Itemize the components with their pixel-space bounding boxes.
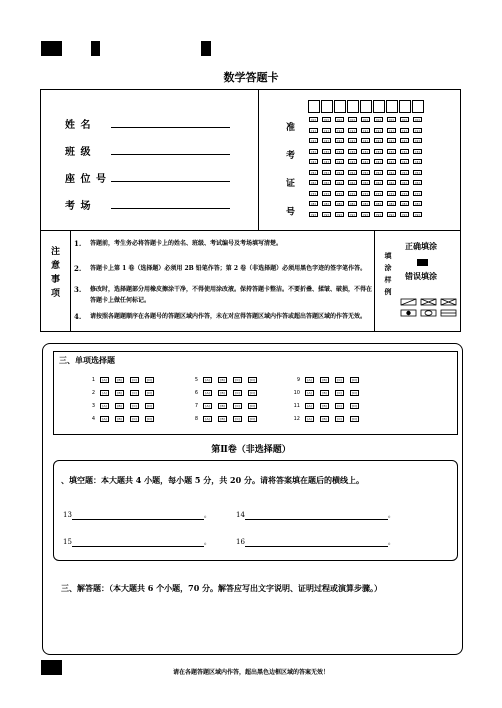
exam-digit-bubble[interactable]: [7] [309,191,318,196]
option-bubble-c[interactable]: [C] [335,403,344,409]
exam-digit-bubble[interactable]: [5] [361,170,370,175]
exam-digit-bubble[interactable]: [2] [413,138,422,143]
option-bubble-d[interactable]: [D] [248,390,257,396]
exam-digit-bubble[interactable]: [0] [322,117,331,122]
question-number: 1 [91,377,95,383]
exam-digit-bubble[interactable]: [9] [374,212,383,217]
option-bubble-d[interactable]: [D] [248,377,257,383]
option-bubble-d[interactable]: [D] [145,390,154,396]
exam-digit-box[interactable] [334,100,346,113]
exam-digit-box[interactable] [308,100,320,113]
exam-digit-bubble[interactable]: [4] [335,159,344,164]
exam-digit-bubble[interactable]: [2] [348,138,357,143]
exam-digit-bubble[interactable]: [1] [361,128,370,133]
exam-digit-bubble[interactable]: [8] [400,201,409,206]
blank-answer-14[interactable] [236,510,395,520]
exam-digit-bubble[interactable]: [9] [322,212,331,217]
exam-digit-bubble[interactable]: [6] [361,180,370,185]
blank-answer-16[interactable] [236,537,395,547]
notice-head-divider [70,230,71,332]
blank-line[interactable] [245,511,388,520]
exam-digit-bubble[interactable]: [3] [413,149,422,154]
option-bubble-a[interactable]: [A] [203,390,212,396]
option-bubble-a[interactable]: [A] [100,403,109,409]
exam-digit-bubble[interactable]: [6] [309,180,318,185]
exam-digit-bubble[interactable]: [4] [413,159,422,164]
exam-digit-bubble[interactable]: [0] [335,117,344,122]
option-bubble-b[interactable]: [B] [115,390,124,396]
option-bubble-a[interactable]: [A] [100,377,109,383]
exam-digit-bubble[interactable]: [8] [387,201,396,206]
info-input-0[interactable] [111,127,230,128]
exam-digit-bubble[interactable]: [3] [400,149,409,154]
exam-number-label: 准 考 证 号 [284,122,294,224]
exam-digit-bubble[interactable]: [6] [387,180,396,185]
correct-fill-sample [417,259,428,266]
option-bubble-b[interactable]: [B] [320,416,329,422]
blank-number: 14 [236,511,245,519]
option-bubble-d[interactable]: [D] [248,416,257,422]
option-bubble-c[interactable]: [C] [335,377,344,383]
correct-fill-label: 正确填涂 [405,241,437,251]
option-bubble-c[interactable]: [C] [233,403,242,409]
question-number: 3 [91,403,95,409]
wrong-fill-samples [400,297,458,321]
blank-answer-15[interactable] [63,537,211,547]
position-mark-1 [41,41,62,56]
option-bubble-d[interactable]: [D] [145,403,154,409]
exam-digit-bubble[interactable]: [6] [322,180,331,185]
info-input-1[interactable] [111,154,230,155]
exam-digit-bubble[interactable]: [2] [309,138,318,143]
exam-digit-bubble[interactable]: [8] [413,201,422,206]
exam-digit-bubble[interactable]: [8] [348,201,357,206]
option-bubble-a[interactable]: [A] [100,390,109,396]
exam-digit-bubble[interactable]: [3] [348,149,357,154]
info-label-2: 座 位 号 [65,174,107,185]
notice-text: 答题卡上第 1 卷（选择题）必须用 2B 铅笔作答；第 2 卷（非选择题）必须用黑色字迹的签字笔作答。 [90,265,367,272]
question-number: 2 [91,390,95,396]
exam-digit-bubble[interactable]: [1] [348,128,357,133]
exam-digit-box[interactable] [373,100,385,113]
exam-digit-bubble[interactable]: [4] [387,159,396,164]
exam-digit-bubble[interactable]: [4] [374,159,383,164]
exam-digit-bubble[interactable]: [5] [335,170,344,175]
exam-digit-bubble[interactable]: [0] [374,117,383,122]
exam-digit-bubble[interactable]: [6] [374,180,383,185]
blank-answer-13[interactable] [63,510,211,520]
blank-end-mark: 。 [203,511,211,519]
notice-side-divider [374,230,375,332]
exam-digit-bubble[interactable]: [9] [361,212,370,217]
option-bubble-d[interactable]: [D] [350,377,359,383]
exam-digit-box[interactable] [360,100,372,113]
option-bubble-d[interactable]: [D] [145,377,154,383]
exam-digit-bubble[interactable]: [5] [413,170,422,175]
blank-number: 13 [63,511,72,519]
option-bubble-c[interactable]: [C] [130,390,139,396]
option-bubble-a[interactable]: [A] [203,416,212,422]
exam-digit-bubble[interactable]: [0] [309,117,318,122]
notice-head-char: 项 [51,289,61,299]
choice-title: 三、单项选择题 [59,355,115,365]
option-bubble-b[interactable]: [B] [320,390,329,396]
exam-digit-bubble[interactable]: [8] [322,201,331,206]
exam-digit-box[interactable] [386,100,398,113]
exam-digit-bubble[interactable]: [3] [309,149,318,154]
blank-end-mark: 。 [203,538,211,546]
notice-number: 1. [74,239,82,248]
exam-digit-bubble[interactable]: [0] [413,117,422,122]
notice-head-char: 意 [51,261,61,271]
part2-title: 第Ⅱ卷（非选择题） [211,445,291,455]
notice-number: 4. [74,312,82,321]
exam-digit-bubble[interactable]: [7] [387,191,396,196]
question-number: 5 [194,377,198,383]
exam-digit-bubble[interactable]: [7] [413,191,422,196]
exam-digit-bubble[interactable]: [1] [387,128,396,133]
exam-digit-bubble[interactable]: [1] [322,128,331,133]
exam-digit-bubble[interactable]: [4] [322,159,331,164]
exam-digit-bubble[interactable]: [6] [335,180,344,185]
option-bubble-c[interactable]: [C] [233,377,242,383]
question-number: 7 [194,403,198,409]
exam-digit-bubble[interactable]: [9] [387,212,396,217]
exam-digit-bubble[interactable]: [5] [387,170,396,175]
option-bubble-d[interactable]: [D] [145,416,154,422]
exam-digit-bubble[interactable]: [6] [400,180,409,185]
exam-digit-bubble[interactable]: [9] [309,212,318,217]
question-number: 9 [296,377,300,383]
position-mark-2 [91,41,100,56]
exam-digit-bubble[interactable]: [2] [387,138,396,143]
notice-head-char: 事 [51,275,61,285]
exam-digit-bubble[interactable]: [4] [400,159,409,164]
option-bubble-d[interactable]: [D] [248,403,257,409]
exam-digit-bubble[interactable]: [9] [400,212,409,217]
info-label-3: 考 场 [65,201,92,212]
exam-digit-box[interactable] [399,100,411,113]
exam-digit-bubble[interactable]: [2] [335,138,344,143]
info-input-2[interactable] [111,181,230,182]
exam-digit-bubble[interactable]: [5] [309,170,318,175]
question-number: 11 [293,403,300,409]
exam-digit-bubble[interactable]: [3] [322,149,331,154]
notice-heading [51,245,63,301]
exam-digit-bubble[interactable]: [1] [309,128,318,133]
option-bubble-d[interactable]: [D] [350,416,359,422]
question-number: 10 [293,390,300,396]
exam-digit-bubble[interactable]: [1] [335,128,344,133]
exam-digit-bubble[interactable]: [3] [361,149,370,154]
exam-digit-bubble[interactable]: [5] [400,170,409,175]
option-bubble-a[interactable]: [A] [305,416,314,422]
question-number: 12 [293,416,300,422]
exam-digit-bubble[interactable]: [8] [335,201,344,206]
exam-digit-bubble[interactable]: [7] [335,191,344,196]
option-bubble-a[interactable]: [A] [305,403,314,409]
exam-digit-bubble[interactable]: [0] [400,117,409,122]
option-bubble-c[interactable]: [C] [130,403,139,409]
exam-digit-bubble[interactable]: [7] [348,191,357,196]
option-bubble-a[interactable]: [A] [305,390,314,396]
exam-digit-box[interactable] [412,100,424,113]
exam-digit-bubble[interactable]: [1] [400,128,409,133]
exam-digit-bubble[interactable]: [5] [374,170,383,175]
option-bubble-c[interactable]: [C] [130,377,139,383]
exam-digit-bubble[interactable]: [3] [387,149,396,154]
option-bubble-b[interactable]: [B] [218,377,227,383]
option-bubble-c[interactable]: [C] [335,390,344,396]
question-number: 8 [194,416,198,422]
option-bubble-a[interactable]: [A] [305,377,314,383]
exam-digit-bubble[interactable]: [8] [309,201,318,206]
notice-divider [40,230,461,231]
card-title: 数学答题卡 [223,71,279,84]
exam-digit-box[interactable] [347,100,359,113]
exam-digit-bubble[interactable]: [0] [387,117,396,122]
question-number: 4 [91,416,95,422]
blank-line[interactable] [72,538,204,547]
exam-digit-bubble[interactable]: [8] [374,201,383,206]
exam-digit-bubble[interactable]: [3] [335,149,344,154]
blank-end-mark: 。 [387,538,395,546]
exam-digit-bubble[interactable]: [0] [361,117,370,122]
option-bubble-b[interactable]: [B] [115,416,124,422]
info-divider [258,89,259,230]
option-bubble-c[interactable]: [C] [233,390,242,396]
exam-digit-bubble[interactable]: [8] [361,201,370,206]
notice-number: 2. [74,264,82,273]
exam-digit-bubble[interactable]: [4] [309,159,318,164]
option-bubble-b[interactable]: [B] [320,403,329,409]
option-bubble-b[interactable]: [B] [218,403,227,409]
option-bubble-c[interactable]: [C] [130,416,139,422]
question-number: 6 [194,390,198,396]
exam-digit-bubble[interactable]: [4] [348,159,357,164]
exam-digit-bubble[interactable]: [1] [374,128,383,133]
info-input-3[interactable] [111,208,230,209]
notice-text: 修改时，选择题部分用橡皮擦涂干净，不得使用涂改液。保持答题卡整洁。不要折叠、揉皱、破损，不得在答题卡上做任何标记。 [90,286,372,304]
exam-digit-bubble[interactable]: [1] [413,128,422,133]
option-bubble-b[interactable]: [B] [115,377,124,383]
exam-digit-bubble[interactable]: [7] [400,191,409,196]
exam-digit-bubble[interactable]: [9] [413,212,422,217]
blank-line[interactable] [245,538,388,547]
wrong-fill-label: 错误填涂 [405,271,437,281]
notice-text: 请按照各题题顺序在各题号的答题区域内作答，未在对应得答题区域内作答或超出答题区域的作答无效。 [90,313,367,320]
option-bubble-d[interactable]: [D] [350,403,359,409]
exam-digit-bubble[interactable]: [6] [413,180,422,185]
exam-digit-bubble[interactable]: [0] [348,117,357,122]
exam-digit-bubble[interactable]: [7] [361,191,370,196]
exam-digit-bubble[interactable]: [4] [361,159,370,164]
blank-number: 16 [236,538,245,546]
blank-number: 15 [63,538,72,546]
option-bubble-d[interactable]: [D] [350,390,359,396]
exam-digit-bubble[interactable]: [2] [361,138,370,143]
position-mark-3 [201,41,211,56]
exam-digit-bubble[interactable]: [9] [348,212,357,217]
option-bubble-b[interactable]: [B] [320,377,329,383]
exam-digit-bubble[interactable]: [2] [374,138,383,143]
option-bubble-b[interactable]: [B] [218,416,227,422]
option-bubble-b[interactable]: [B] [218,390,227,396]
option-bubble-a[interactable]: [A] [203,377,212,383]
option-bubble-b[interactable]: [B] [115,403,124,409]
exam-digit-bubble[interactable]: [7] [374,191,383,196]
exam-digit-bubble[interactable]: [7] [322,191,331,196]
option-bubble-c[interactable]: [C] [335,416,344,422]
footer-warning: 请在各题答题区域内作答，超出黑色边框区域的答案无效！ [172,669,329,676]
solve-title: 三、解答题：（本大题共 6 个小题，70 分。解答应写出文字说明、证明过程或演算步骤。） [61,583,383,593]
notice-head-char: 注 [51,247,61,257]
blank-line[interactable] [72,511,204,520]
option-bubble-a[interactable]: [A] [203,403,212,409]
exam-digit-bubble[interactable]: [2] [400,138,409,143]
info-label-1: 班 级 [65,147,92,158]
exam-digit-bubble[interactable]: [9] [335,212,344,217]
exam-digit-bubble[interactable]: [5] [348,170,357,175]
fill-blank-title: 、填空题：本大题共 4 小题，每小题 5 分，共 20 分。请将答案填在题后的横线上。 [61,475,364,485]
notice-number: 3. [74,285,82,294]
blank-end-mark: 。 [387,511,395,519]
fill-sample-label: 填涂样例 [384,252,393,300]
exam-digit-bubble[interactable]: [2] [322,138,331,143]
notice-text: 答题前，考生务必将答题卡上的姓名、班级、考试编号及考场填写清楚。 [90,240,283,247]
option-bubble-c[interactable]: [C] [233,416,242,422]
exam-digit-bubble[interactable]: [3] [374,149,383,154]
exam-digit-box[interactable] [321,100,333,113]
exam-digit-bubble[interactable]: [6] [348,180,357,185]
option-bubble-a[interactable]: [A] [100,416,109,422]
exam-digit-bubble[interactable]: [5] [322,170,331,175]
info-label-0: 姓 名 [65,120,92,131]
